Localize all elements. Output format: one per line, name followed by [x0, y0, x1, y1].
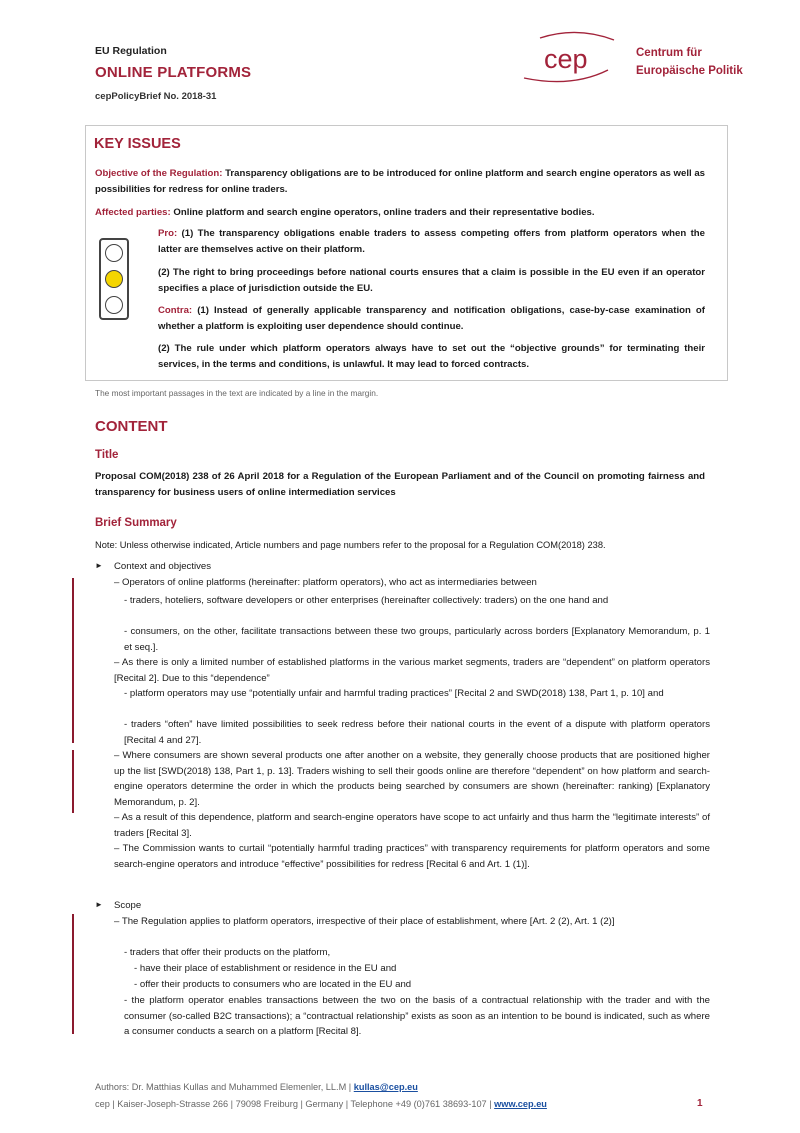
margin-line	[72, 914, 74, 1034]
pro-label: Pro:	[158, 228, 178, 239]
list-item: - traders that offer their products on the platform,	[124, 947, 331, 958]
contra-label: Contra:	[158, 305, 193, 316]
objective-label: Objective of the Regulation:	[95, 168, 223, 179]
header-kicker: EU Regulation	[95, 45, 167, 57]
list-item: - have their place of establishment or residence in the EU and	[134, 963, 397, 974]
margin-line	[72, 578, 74, 743]
page-number: 1	[697, 1098, 703, 1109]
org-line-2: Europäische Politik	[636, 65, 743, 77]
document-title: ONLINE PLATFORMS	[95, 64, 252, 81]
cep-logo	[522, 28, 632, 84]
pro-paragraph-2: (2) The right to bring proceedings before national courts ensures that a claim is possible in the EU even if an operator specifies a place of jurisdiction outside the EU.	[158, 267, 705, 294]
summary-note: Note: Unless otherwise indicated, Article numbers and page numbers refer to the proposal for a Regulation COM(2018) 238.	[95, 540, 606, 550]
objective-text: Transparency obligations are to be introduced for online platform and search engine operators as well as possibilities for redress for online traders.	[95, 168, 705, 195]
org-line-1: Centrum für	[636, 47, 702, 59]
list-item: – As a result of this dependence, platform and search-engine operators have scope to act unfairly and thus harm the “legitimate interests” of traders [Recital 3].	[114, 812, 710, 839]
lamp-top	[105, 244, 123, 262]
brief-number: cepPolicyBrief No. 2018-31	[95, 91, 217, 102]
list-item: - the platform operator enables transactions between the two on the basis of a contractual relationship with the trader and with the consumer (so-called B2C transactions); a “contractual relationship” exists as soon as an intention to be bound is indicated, such as where a consumer conducts a search on a platform [Recital 8].	[124, 995, 710, 1037]
affected-paragraph	[95, 205, 705, 221]
author-email-link[interactable]: kullas@cep.eu	[353, 1082, 418, 1092]
key-issues-heading: KEY ISSUES	[94, 136, 181, 152]
lamp-middle	[105, 270, 123, 288]
bullet-arrow-icon: ►	[95, 561, 103, 570]
context-heading: Context and objectives	[114, 561, 212, 572]
title-heading: Title	[95, 449, 119, 461]
list-item: - platform operators may use “potentially unfair and harmful trading practices” [Recital 2 and SWD(2018) 138, Part 1, p. 10] and	[124, 688, 664, 699]
footer-address: cep | Kaiser-Joseph-Strasse 266 | 79098 Freiburg | Germany | Telephone +49 (0)761 38693-107 | www.cep.eu	[95, 1099, 547, 1109]
logo-wordmark: cep	[544, 44, 588, 74]
affected-label: Affected parties:	[95, 207, 171, 218]
list-item: - consumers, on the other, facilitate transactions between these two groups, particularly across borders [Explanatory Memorandum, p. 1 et seq.].	[124, 626, 710, 653]
margin-caption: The most important passages in the text are indicated by a line in the margin.	[95, 388, 379, 398]
bullet-arrow-icon: ►	[95, 900, 103, 909]
org-name	[636, 44, 743, 80]
contra-paragraph-2: (2) The rule under which platform operators always have to set out the “objective grounds” for terminating their services, in the terms and conditions, is unlawful. It may lead to forced contracts.	[158, 343, 705, 370]
list-item: – The Regulation applies to platform operators, irrespective of their place of establishment, where [Art. 2 (2), Art. 1 (2)]	[114, 916, 615, 927]
website-link[interactable]: www.cep.eu	[494, 1099, 547, 1109]
traffic-light-icon	[99, 238, 129, 320]
list-item: – Operators of online platforms (hereinafter: platform operators), who act as intermediaries between	[114, 577, 537, 588]
content-heading: CONTENT	[95, 418, 168, 435]
summary-heading: Brief Summary	[95, 517, 177, 529]
affected-text: Online platform and search engine operators, online traders and their representative bodies.	[170, 207, 595, 218]
list-item: - traders, hoteliers, software developers or other enterprises (hereinafter collectively: traders) on the one hand and	[124, 595, 609, 606]
objective-paragraph	[95, 166, 705, 197]
margin-line	[72, 750, 74, 813]
list-item: - offer their products to consumers who are located in the EU and	[134, 979, 412, 990]
lamp-bottom	[105, 296, 123, 314]
list-item: - traders “often” have limited possibilities to seek redress before their national courts in the event of a dispute with platform operators [Recital 4 and 27].	[124, 719, 710, 746]
list-item: – As there is only a limited number of established platforms in the various market segments, traders are “dependent” on platform operators [Recital 2]. Due to this “dependence”	[114, 657, 710, 684]
contra-paragraph-1: Contra: (1) Instead of generally applicable transparency and notification obligations, case-by-case examination of whether a platform is exploiting user dependence should continue.	[158, 305, 705, 332]
list-item: – The Commission wants to curtail “potentially harmful trading practices” with transparency requirements for platform operators and some search-engine operators and introduce “effective” possibilities for redress [Recital 6 and Art. 1 (1)].	[114, 843, 710, 870]
title-text: Proposal COM(2018) 238 of 26 April 2018 for a Regulation of the European Parliament and of the Council on promoting fairness and transparency for business users of online intermediation services	[95, 471, 705, 498]
pro-paragraph-1: Pro: (1) The transparency obligations enable traders to assess competing offers from platform operators when the latter are themselves active on their platform.	[158, 228, 705, 255]
footer-authors: Authors: Dr. Matthias Kullas and Muhammed Elemenler, LL.M | kullas@cep.eu	[95, 1082, 418, 1092]
list-item: – Where consumers are shown several products one after another on a website, they generally choose products that are positioned higher up the list [SWD(2018) 138, Part 1, p. 13]. Traders wishing to sell their goods online are therefore “dependent” on how platform and search-engine operators determine the order in which the products being searched by consumers are shown (hereinafter: ranking) [Explanatory Memorandum, p. 2].	[114, 750, 710, 808]
scope-heading: Scope	[114, 900, 142, 911]
